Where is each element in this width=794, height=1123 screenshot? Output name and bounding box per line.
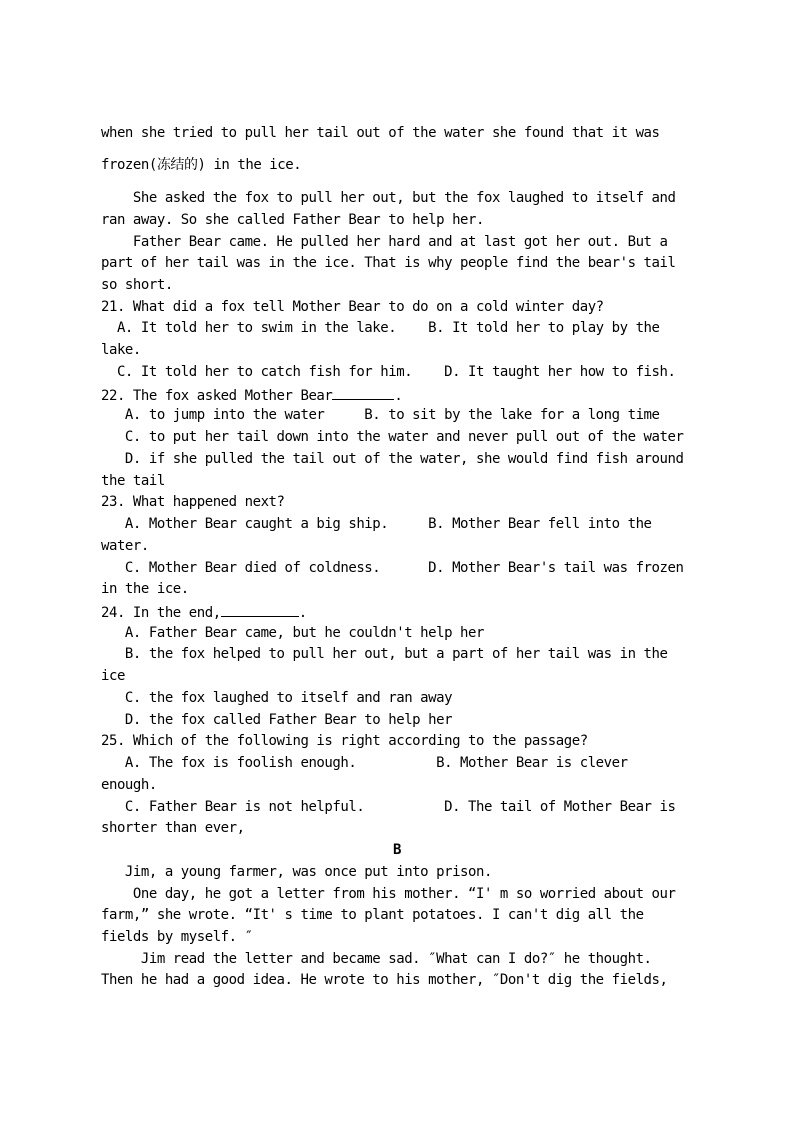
question-21-options-cd: C. It told her to catch fish for him. D. It taught her how to fish.	[101, 364, 676, 380]
question-23-options-ab: A. Mother Bear caught a big ship. B. Mother Bear fell into the	[101, 516, 652, 532]
question-24-stem: 24. In the end,	[101, 605, 221, 621]
question-22-option-c: C. to put her tail down into the water and never pull out of the water	[101, 429, 684, 445]
answer-blank	[332, 387, 394, 400]
section-b-line-1: Jim, a young farmer, was once put into prison.	[101, 864, 492, 880]
question-24-option-c: C. the fox laughed to itself and ran away	[101, 690, 453, 706]
question-22-stem-end: .	[394, 388, 403, 404]
section-b-line-3: farm,” she wrote. “It' s time to plant potatoes. I can't dig all the	[101, 907, 644, 923]
intro-line-2: frozen(冻结的) in the ice.	[101, 157, 302, 173]
intro-line-1: when she tried to pull her tail out of the water she found that it was	[101, 125, 660, 141]
answer-blank	[221, 604, 299, 617]
paragraph-2-line-3: so short.	[101, 277, 173, 293]
section-b-line-6: Then he had a good idea. He wrote to his mother, ″Don't dig the fields,	[101, 972, 668, 988]
question-23-options-cd-cont: in the ice.	[101, 581, 189, 597]
question-24-option-a: A. Father Bear came, but he couldn't help her	[101, 625, 484, 641]
question-22-stem: 22. The fox asked Mother Bear	[101, 388, 333, 404]
paragraph-1-line-2: ran away. So she called Father Bear to help her.	[101, 212, 484, 228]
question-25-options-ab: A. The fox is foolish enough. B. Mother Bear is clever	[101, 755, 628, 771]
question-21-stem: 21. What did a fox tell Mother Bear to do on a cold winter day?	[101, 299, 604, 315]
question-23-options-ab-cont: water.	[101, 538, 149, 554]
question-24-stem-end: .	[298, 605, 307, 621]
question-25-stem: 25. Which of the following is right according to the passage?	[101, 733, 588, 749]
question-24-option-b-cont: ice	[101, 668, 125, 684]
question-25-options-cd: C. Father Bear is not helpful. D. The tail of Mother Bear is	[101, 799, 676, 815]
question-24-stem-line	[101, 604, 701, 620]
question-24-option-b: B. the fox helped to pull her out, but a part of her tail was in the	[101, 646, 668, 662]
question-24-option-d: D. the fox called Father Bear to help her	[101, 712, 453, 728]
question-25-options-ab-cont: enough.	[101, 777, 157, 793]
question-22-stem-line	[101, 387, 701, 403]
paragraph-1-line-1: She asked the fox to pull her out, but the fox laughed to itself and	[101, 190, 676, 206]
section-b-line-4: fields by myself. ″	[101, 929, 253, 945]
question-23-options-cd: C. Mother Bear died of coldness. D. Mother Bear's tail was frozen	[101, 560, 684, 576]
section-b-line-5: Jim read the letter and became sad. ″What can I do?″ he thought.	[101, 951, 652, 967]
question-23-stem: 23. What happened next?	[101, 494, 285, 510]
paragraph-2-line-1: Father Bear came. He pulled her hard and at last got her out. But a	[101, 234, 668, 250]
question-22-options-ab: A. to jump into the water B. to sit by the lake for a long time	[101, 407, 660, 423]
question-21-options-ab-cont: lake.	[101, 342, 141, 358]
paragraph-2-line-2: part of her tail was in the ice. That is why people find the bear's tail	[101, 255, 676, 271]
question-25-options-cd-cont: shorter than ever,	[101, 820, 245, 836]
question-22-option-d: D. if she pulled the tail out of the water, she would find fish around	[101, 451, 684, 467]
question-21-options-ab: A. It told her to swim in the lake. B. It told her to play by the	[101, 320, 660, 336]
section-heading: B	[393, 842, 401, 858]
question-22-option-d-cont: the tail	[101, 473, 165, 489]
section-b-line-2: One day, he got a letter from his mother. “I' m so worried about our	[101, 886, 676, 902]
